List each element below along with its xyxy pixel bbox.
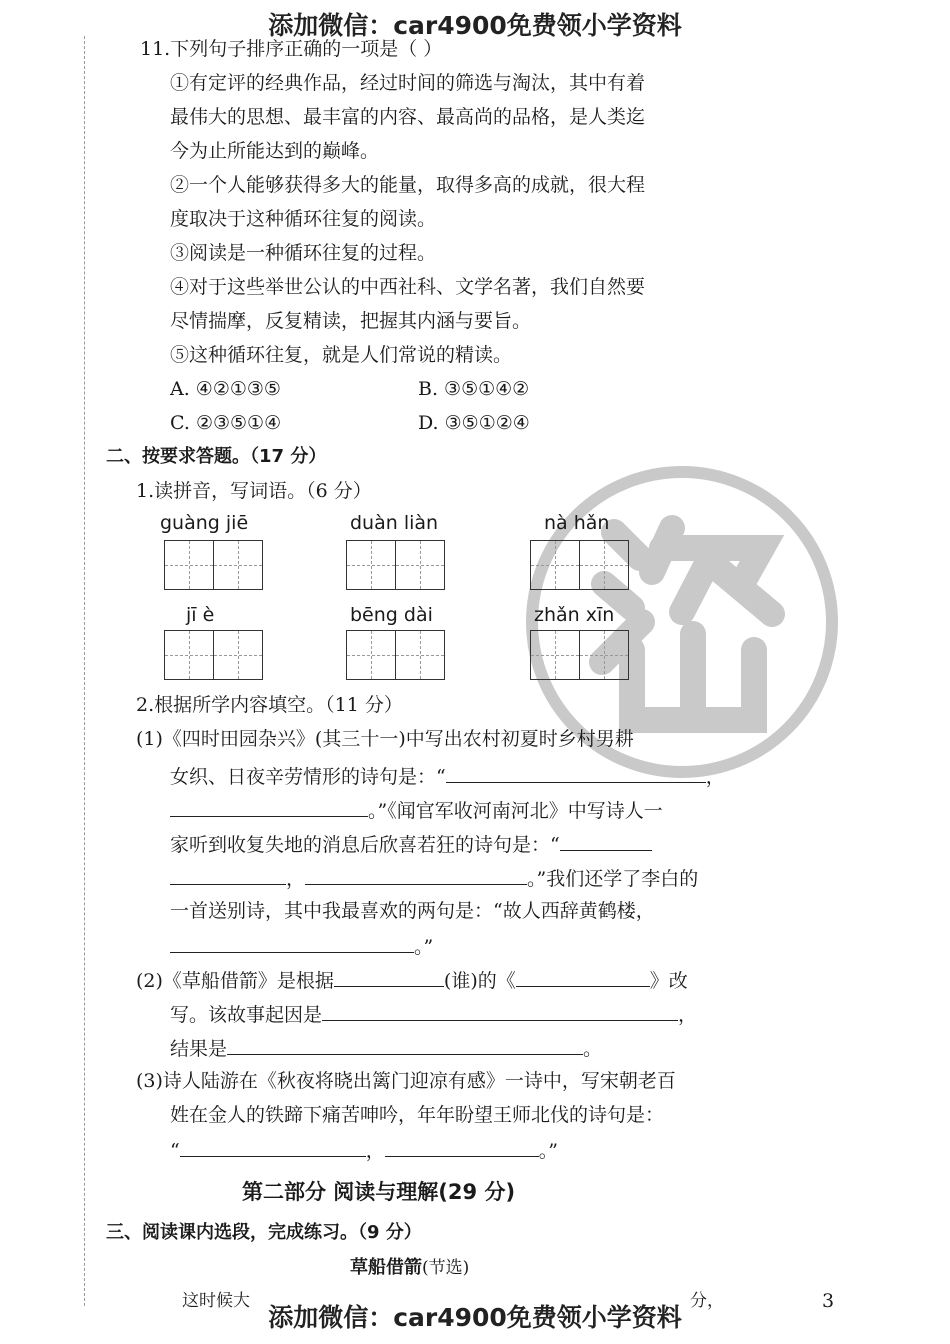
comma: ，	[678, 1004, 698, 1026]
blank-poem-1[interactable]	[446, 762, 706, 783]
pinyin-2: duàn liàn	[350, 512, 439, 534]
p2-line-2	[170, 1000, 697, 1028]
part-2-title: 第二部分 阅读与理解(29 分)	[242, 1180, 516, 1204]
blank-cause[interactable]	[322, 1000, 678, 1021]
answer-boxes-6[interactable]	[530, 630, 634, 680]
blank-poem-5[interactable]	[170, 932, 414, 953]
p3-line-1: (3)诗人陆游在《秋夜将晓出篱门迎凉有感》一诗中，写宋朝老百	[136, 1070, 676, 1092]
q11-option-c[interactable]: C. ②③⑤①④	[170, 412, 282, 434]
passage-line-end: 分，	[690, 1291, 724, 1311]
p2-line-1-text-c: 》改	[649, 970, 688, 992]
p1-line-1: (1)《四时田园杂兴》(其三十一)中写出农村初夏时乡村男耕	[136, 728, 634, 750]
passage-heading	[350, 1254, 469, 1281]
blank-poem-2[interactable]	[170, 796, 368, 817]
p3-line-3-open: “	[170, 1140, 180, 1162]
q2-title: 2.根据所学内容填空。（11 分）	[136, 694, 403, 716]
blank-poem-7[interactable]	[385, 1136, 539, 1157]
p2-line-1-text-b: (谁)的《	[443, 970, 516, 992]
blank-poem-6[interactable]	[180, 1136, 366, 1157]
blank-poem-4[interactable]	[305, 864, 527, 885]
q11-sentence-5: ⑤这种循环往复，就是人们常说的精读。	[170, 344, 513, 366]
q11-sentence-4a: ④对于这些举世公认的中西社科、文学名著，我们自然要	[170, 276, 646, 298]
p1-line-5-text: 。”我们还学了李白的	[527, 868, 699, 890]
passage-line-start: 这时候大	[182, 1291, 250, 1311]
q11-stem: 11.下列句子排序正确的一项是（ ）	[140, 38, 443, 60]
p3-line-3	[170, 1136, 558, 1164]
comma: ，	[705, 766, 725, 788]
pinyin-3: nà hǎn	[544, 512, 610, 534]
comma: ，	[365, 1140, 385, 1162]
q11-option-b[interactable]: B. ③⑤①④②	[418, 378, 530, 400]
p2-line-1	[136, 966, 688, 994]
blank-poem-3a[interactable]	[560, 830, 652, 851]
q11-sentence-1b: 最伟大的思想、最丰富的内容、最高尚的品格，是人类迄	[170, 106, 646, 128]
section-3-title: 三、阅读课内选段，完成练习。（9 分）	[106, 1222, 422, 1243]
p1-line-7-text: 。”	[414, 936, 434, 958]
p1-line-2-text: 女织、日夜辛劳情形的诗句是：“	[170, 766, 446, 788]
q11-sentence-1c: 今为止所能达到的巅峰。	[170, 140, 380, 162]
q11-sentence-1a: ①有定评的经典作品，经过时间的筛选与淘汰，其中有着	[170, 72, 646, 94]
blank-author[interactable]	[334, 966, 444, 987]
q11-sentence-2b: 度取决于这种循环往复的阅读。	[170, 208, 437, 230]
watermark-top: 添加微信：car4900免费领小学资料	[268, 11, 682, 40]
p2-line-1-text-a: (2)《草船借箭》是根据	[136, 970, 334, 992]
blank-result[interactable]	[227, 1034, 583, 1055]
blank-book[interactable]	[516, 966, 650, 987]
q11-option-d[interactable]: D. ③⑤①②④	[418, 412, 530, 434]
p1-line-3-text: 。”《闻官军收河南河北》中写诗人一	[368, 800, 663, 822]
q11-sentence-4b: 尽情揣摩，反复精读，把握其内涵与要旨。	[170, 310, 532, 332]
p1-line-2	[170, 762, 725, 790]
answer-boxes-2[interactable]	[346, 540, 450, 590]
passage-title: 草船借箭	[350, 1257, 422, 1278]
watermark-bottom: 添加微信：car4900免费领小学资料	[268, 1303, 682, 1332]
p2-line-2-text: 写。该故事起因是	[170, 1004, 323, 1026]
p1-line-7	[170, 932, 433, 960]
blank-poem-3b[interactable]	[170, 864, 286, 885]
answer-boxes-4[interactable]	[164, 630, 268, 680]
q11-sentence-3: ③阅读是一种循环往复的过程。	[170, 242, 437, 264]
p1-line-5	[170, 864, 698, 892]
passage-note: (节选)	[422, 1258, 470, 1278]
p1-line-6: 一首送别诗，其中我最喜欢的两句是：“故人西辞黄鹤楼，	[170, 900, 655, 922]
pinyin-6: zhǎn xīn	[534, 604, 615, 626]
pinyin-4: jī è	[186, 604, 215, 626]
p3-line-3-close: 。”	[538, 1140, 558, 1162]
answer-boxes-3[interactable]	[530, 540, 634, 590]
p1-line-4-text: 家听到收复失地的消息后欣喜若狂的诗句是：“	[170, 834, 560, 856]
page-number: 3	[822, 1290, 835, 1312]
p2-line-3-text: 结果是	[170, 1038, 228, 1060]
pinyin-5: bēng dài	[350, 604, 433, 626]
section-2-title: 二、按要求答题。（17 分）	[106, 446, 327, 467]
p1-line-4	[170, 830, 652, 858]
p1-line-3	[170, 796, 663, 824]
pinyin-1: guàng jiē	[160, 512, 249, 534]
comma: ，	[286, 868, 306, 890]
answer-boxes-1[interactable]	[164, 540, 268, 590]
answer-boxes-5[interactable]	[346, 630, 450, 680]
q11-sentence-2a: ②一个人能够获得多大的能量，取得多高的成就，很大程	[170, 174, 646, 196]
p2-line-3: 结果是 。	[170, 1034, 602, 1062]
p3-line-2: 姓在金人的铁蹄下痛苦呻吟，年年盼望王师北伐的诗句是：	[170, 1104, 665, 1126]
binding-margin-line	[84, 36, 85, 1306]
q1-title: 1.读拼音，写词语。（6 分）	[136, 480, 372, 502]
q11-option-a[interactable]: A. ④②①③⑤	[170, 378, 281, 400]
